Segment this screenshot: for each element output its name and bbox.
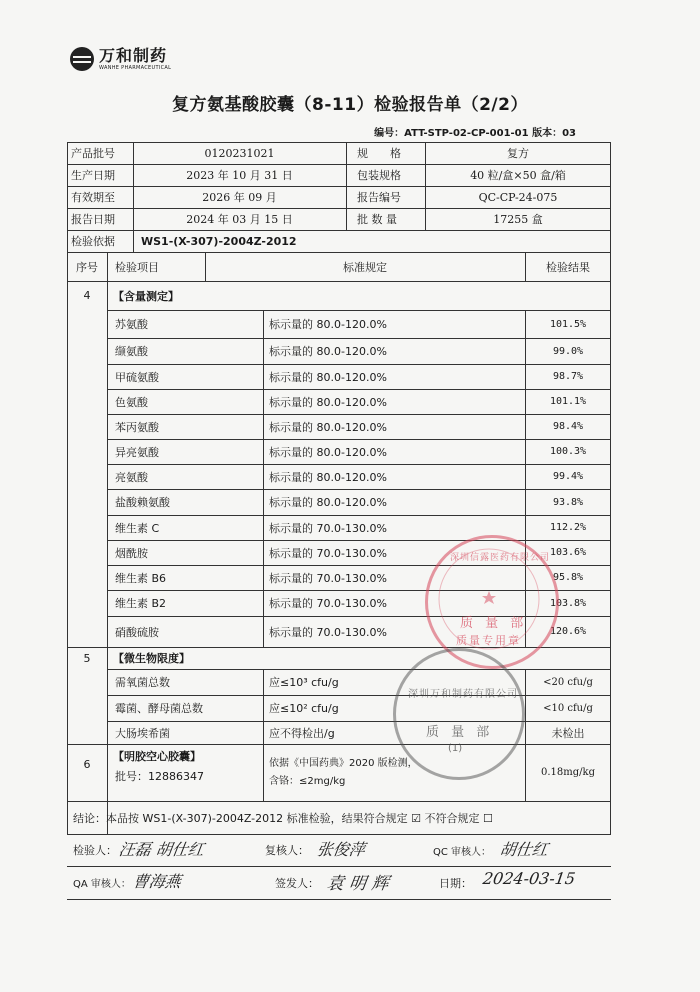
test-standard: 标示量的 80.0-120.0% bbox=[269, 345, 387, 358]
test-result: 100.3% bbox=[549, 446, 587, 457]
test-standard: 标示量的 80.0-120.0% bbox=[269, 445, 387, 459]
test-standard: 标示量的 80.0-120.0% bbox=[269, 370, 387, 384]
test-result: 99.0% bbox=[552, 345, 584, 357]
section-title: 【明胶空心胶囊】 bbox=[113, 750, 201, 763]
test-item: 苏氨酸 bbox=[115, 318, 148, 331]
issuer-signature: 袁 明 辉 bbox=[325, 874, 390, 894]
test-result: 99.4% bbox=[552, 471, 584, 482]
qa-signature: 曹海燕 bbox=[131, 872, 183, 891]
test-standard: 标示量的 70.0-130.0% bbox=[269, 625, 387, 639]
info-value-batch: 0120231021 bbox=[204, 146, 275, 160]
test-item: 需氧菌总数 bbox=[115, 676, 170, 689]
reviewer-label: 复核人： bbox=[265, 844, 309, 857]
column-header-result: 检验结果 bbox=[546, 260, 590, 274]
section-number: 5 bbox=[83, 651, 91, 665]
gray-stamp-bottom: (1) bbox=[448, 743, 463, 754]
info-label-packaging: 包装规格 bbox=[357, 169, 401, 182]
company-name-cn: 万和制药 bbox=[99, 45, 168, 65]
test-standard: 标示量的 70.0-130.0% bbox=[269, 521, 387, 535]
test-item: 缬氨酸 bbox=[115, 345, 148, 358]
test-item: 大肠埃希菌 bbox=[115, 726, 170, 740]
test-standard: 标示量的 70.0-130.0% bbox=[269, 571, 387, 585]
info-value-report-date: 2024 年 03 月 15 日 bbox=[186, 213, 293, 226]
info-label-report-date: 报告日期 bbox=[71, 213, 115, 226]
test-result: 112.2% bbox=[549, 522, 587, 533]
test-standard: 标示量的 80.0-120.0% bbox=[269, 470, 387, 484]
capsule-standard-line1: 依据《中国药典》2020 版检测， bbox=[269, 757, 418, 769]
date-signature: 2024-03-15 bbox=[481, 869, 577, 888]
test-item: 硝酸硫胺 bbox=[115, 625, 159, 639]
capsule-batch-number: 批号：12886347 bbox=[115, 770, 204, 783]
gray-stamp-center: 质 量 部 bbox=[426, 725, 494, 740]
issuer-label: 签发人： bbox=[275, 876, 319, 890]
info-label-expiry: 有效期至 bbox=[71, 191, 115, 204]
test-standard: 标示量的 80.0-120.0% bbox=[269, 395, 387, 409]
test-result: 101.1% bbox=[549, 396, 587, 407]
capsule-standard-line2: 含铬：≤2mg/kg bbox=[269, 775, 346, 787]
test-item: 烟酰胺 bbox=[115, 546, 148, 560]
test-item: 甲硫氨酸 bbox=[115, 370, 159, 384]
column-header-no: 序号 bbox=[76, 260, 98, 274]
date-label: 日期： bbox=[439, 876, 472, 890]
test-standard: 标示量的 70.0-130.0% bbox=[269, 546, 387, 560]
red-stamp-center: 质 量 部 bbox=[460, 616, 528, 631]
qa-label: QA 审核人： bbox=[73, 879, 131, 890]
test-result: 95.8% bbox=[552, 572, 584, 583]
company-name-en: WANHE PHARMACEUTICAL bbox=[99, 64, 172, 71]
company-logo bbox=[70, 47, 171, 71]
info-label-spec: 规 格 bbox=[357, 147, 401, 160]
info-value-production-date: 2023 年 10 月 31 日 bbox=[186, 169, 293, 182]
document-number: 编号：ATT-STP-02-CP-001-01 版本：03 bbox=[374, 128, 576, 139]
section-title: 【含量测定】 bbox=[113, 289, 179, 303]
test-standard: 应不得检出/g bbox=[269, 726, 335, 740]
info-label-quantity: 批 数 量 bbox=[357, 213, 397, 226]
info-label-basis: 检验依据 bbox=[71, 235, 115, 248]
test-item: 盐酸赖氨酸 bbox=[115, 496, 170, 509]
section-number: 6 bbox=[83, 757, 91, 771]
info-value-packaging: 40 粒/盒×50 盒/箱 bbox=[470, 169, 566, 182]
test-result: 98.7% bbox=[552, 371, 584, 382]
section-number: 4 bbox=[83, 289, 91, 302]
test-result: 103.8% bbox=[549, 597, 587, 609]
qc-label: QC 审核人： bbox=[433, 846, 492, 858]
inspector-label: 检验人： bbox=[73, 844, 117, 857]
info-label-batch: 产品批号 bbox=[71, 147, 115, 160]
test-standard: 应≤10³ cfu/g bbox=[269, 676, 339, 689]
test-result: <10 cfu/g bbox=[543, 702, 593, 714]
test-standard: 应≤10² cfu/g bbox=[269, 702, 339, 715]
info-value-basis: WS1-(X-307)-2004Z-2012 bbox=[141, 234, 297, 248]
test-result: 93.8% bbox=[552, 496, 584, 508]
section-title: 【微生物限度】 bbox=[113, 652, 190, 665]
column-header-standard: 标准规定 bbox=[343, 260, 387, 274]
test-item: 维生素 B2 bbox=[115, 597, 167, 610]
conclusion-text: 结论：本品按 WS1-(X-307)-2004Z-2012 标准检验，结果符合规定 ☑ 不符合规定 ☐ bbox=[73, 811, 493, 825]
info-value-expiry: 2026 年 09 月 bbox=[202, 191, 277, 204]
test-result: <20 cfu/g bbox=[543, 676, 593, 688]
test-item: 苯丙氨酸 bbox=[115, 420, 159, 434]
capsule-result: 0.18mg/kg bbox=[541, 767, 595, 778]
test-result: 98.4% bbox=[552, 421, 584, 432]
qc-signature: 胡仕红 bbox=[498, 840, 550, 859]
test-result: 120.6% bbox=[549, 626, 587, 637]
info-label-production-date: 生产日期 bbox=[71, 169, 115, 182]
report-title: 复方氨基酸胶囊（8-11）检验报告单（2/2） bbox=[172, 95, 528, 115]
test-result: 101.5% bbox=[549, 318, 587, 330]
test-item: 亮氨酸 bbox=[115, 470, 148, 484]
gray-stamp-text: 深圳万和制药有限公司 bbox=[408, 689, 518, 700]
report-table bbox=[67, 142, 611, 985]
logo-mark-icon bbox=[70, 47, 94, 71]
reviewer-signature: 张俊萍 bbox=[315, 840, 367, 859]
info-value-report-no: QC-CP-24-075 bbox=[478, 190, 558, 204]
inspector-signature: 汪磊 胡仕红 bbox=[117, 840, 206, 859]
test-item: 异亮氨酸 bbox=[115, 445, 159, 459]
test-standard: 标示量的 80.0-120.0% bbox=[269, 318, 387, 331]
test-standard: 标示量的 70.0-130.0% bbox=[269, 597, 387, 610]
test-result: 103.6% bbox=[549, 547, 587, 558]
test-item: 霉菌、酵母菌总数 bbox=[115, 702, 203, 715]
test-item: 色氨酸 bbox=[115, 395, 148, 409]
test-standard: 标示量的 80.0-120.0% bbox=[269, 420, 387, 434]
red-stamp-text: 深圳信露医药有限公司 bbox=[450, 553, 551, 563]
test-item: 维生素 B6 bbox=[115, 571, 167, 585]
test-item: 维生素 C bbox=[115, 521, 160, 535]
info-value-quantity: 17255 盒 bbox=[493, 213, 543, 226]
info-value-spec: 复方 bbox=[507, 147, 529, 160]
column-header-item: 检验项目 bbox=[115, 260, 159, 274]
red-stamp-bottom: 质量专用章 bbox=[456, 634, 521, 647]
test-result: 未检出 bbox=[551, 726, 585, 740]
info-label-report-no: 报告编号 bbox=[357, 191, 401, 204]
test-standard: 标示量的 80.0-120.0% bbox=[269, 496, 387, 509]
